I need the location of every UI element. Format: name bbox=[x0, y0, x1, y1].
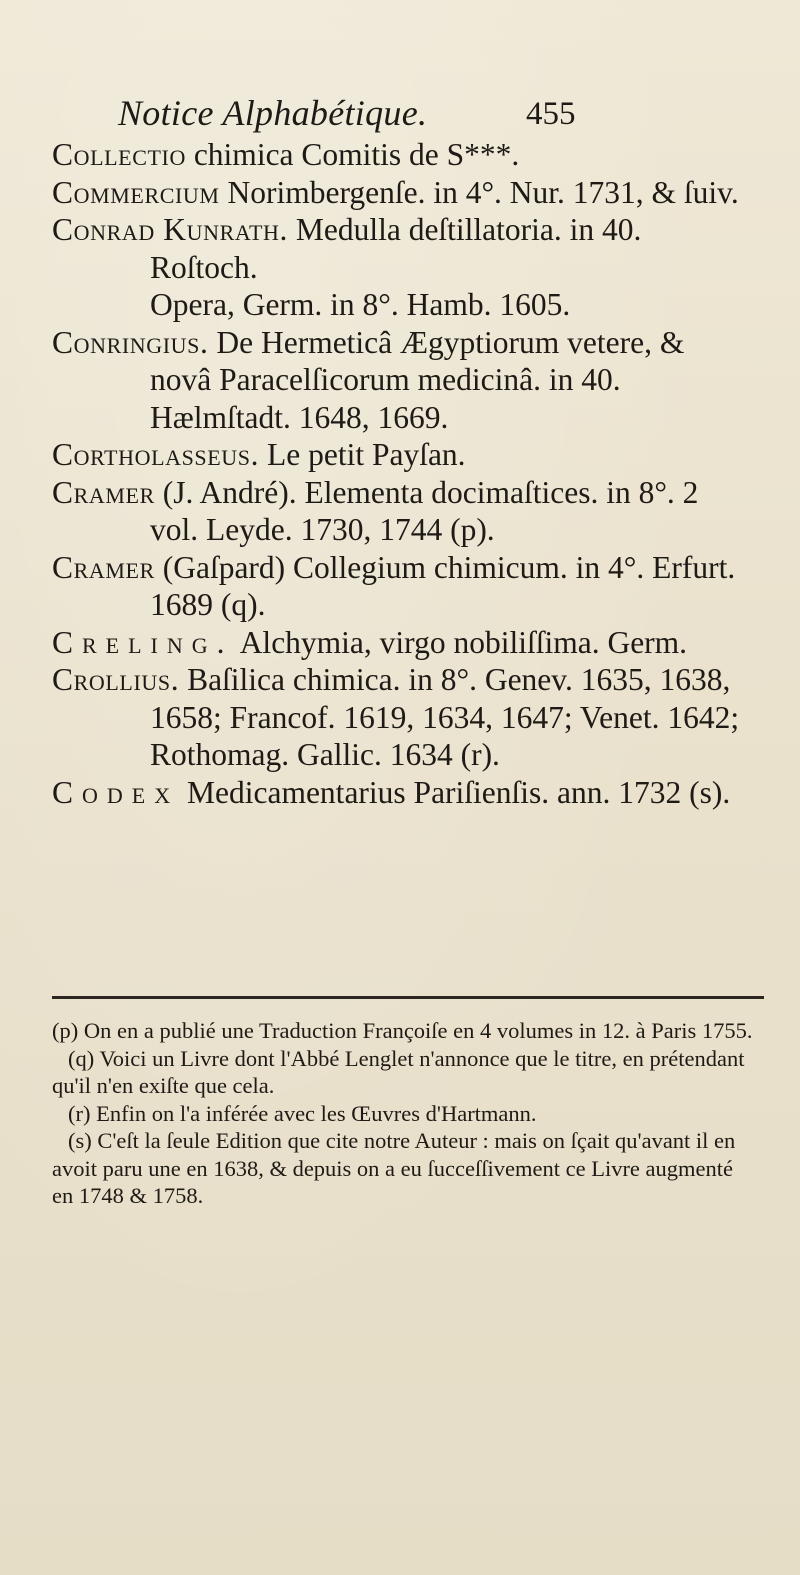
entry-author: Conrad Kunrath. bbox=[52, 212, 288, 247]
list-item bbox=[52, 661, 752, 774]
list-item bbox=[52, 174, 752, 212]
list-item bbox=[52, 624, 752, 662]
entry-author: Crollius. bbox=[52, 662, 180, 697]
footnote: (q) Voici un Livre dont l'Abbé Lenglet n'annonce que le titre, en prétendant qu'il n'en exiſte que cela. bbox=[52, 1045, 745, 1098]
entry-text: chimica Comitis de S***. bbox=[193, 137, 520, 172]
entry-text: Alchymia, virgo nobiliſſima. Germ. bbox=[239, 624, 688, 660]
list-item bbox=[52, 211, 752, 286]
entry-author: Conringius. bbox=[52, 324, 209, 360]
footnote-divider bbox=[52, 996, 764, 999]
list-item bbox=[52, 436, 752, 474]
entry-author: Cramer bbox=[52, 474, 155, 510]
entry-text: Le petit Payſan. bbox=[266, 437, 466, 472]
list-item bbox=[52, 286, 752, 324]
entry-text: De Hermeticâ Ægyptiorum vetere, & novâ Paracelſicorum medicinâ. in 40. Hælmſtadt. 1648, 1669. bbox=[150, 324, 685, 435]
entry-author: Cramer bbox=[52, 549, 155, 585]
list-item bbox=[52, 136, 752, 174]
page-title: Notice Alphabétique. bbox=[118, 93, 428, 133]
list-item bbox=[52, 549, 752, 624]
list-item bbox=[52, 774, 752, 812]
footnote: (s) C'eſt la ſeule Edition que cite notre Auteur : mais on ſçait qu'avant il en avoit paru une en 1638, & depuis on a eu ſucceſſivement ce Livre augmenté en 1748 & 1758. bbox=[52, 1128, 736, 1208]
entry-author: Codex bbox=[52, 774, 180, 810]
footnote: (r) Enfin on l'a inférée avec les Œuvres d'Hartmann. bbox=[68, 1100, 537, 1126]
entry-text: Opera, Germ. in 8°. Hamb. 1605. bbox=[150, 287, 571, 322]
page-number: 455 bbox=[526, 96, 576, 132]
entry-author: Cortholasseus. bbox=[52, 437, 260, 472]
footnotes bbox=[52, 1017, 758, 1210]
entry-text: Medicamentarius Pariſienſis. ann. 1732 (s). bbox=[187, 774, 731, 810]
entry-text: Baſilica chimica. in 8°. Genev. 1635, 1638, 1658; Francof. 1619, 1634, 1647; Venet. 1642; Rothomag. Gallic. 1634 (r). bbox=[150, 662, 740, 772]
footnote: (p) On en a publié une Traduction Françoiſe en 4 volumes in 12. à Paris 1755. bbox=[52, 1018, 753, 1043]
entry-text: (J. André). Elementa docimaſtices. in 8°. 2 vol. Leyde. 1730, 1744 (p). bbox=[150, 474, 699, 547]
entry-text: (Gaſpard) Collegium chimicum. in 4°. Erfurt. 1689 (q). bbox=[150, 549, 736, 622]
entry-text: Norimbergenſe. in 4°. Nur. 1731, & ſuiv. bbox=[227, 174, 739, 210]
entry-author: Collectio bbox=[52, 137, 186, 172]
entry-author: Creling. bbox=[52, 624, 234, 660]
running-header bbox=[118, 92, 638, 136]
entry-list bbox=[52, 136, 752, 811]
list-item bbox=[52, 324, 752, 437]
entry-text: Medulla deſtillatoria. in 40. Roſtoch. bbox=[150, 212, 642, 285]
entry-author: Commercium bbox=[52, 174, 220, 210]
list-item bbox=[52, 474, 752, 549]
